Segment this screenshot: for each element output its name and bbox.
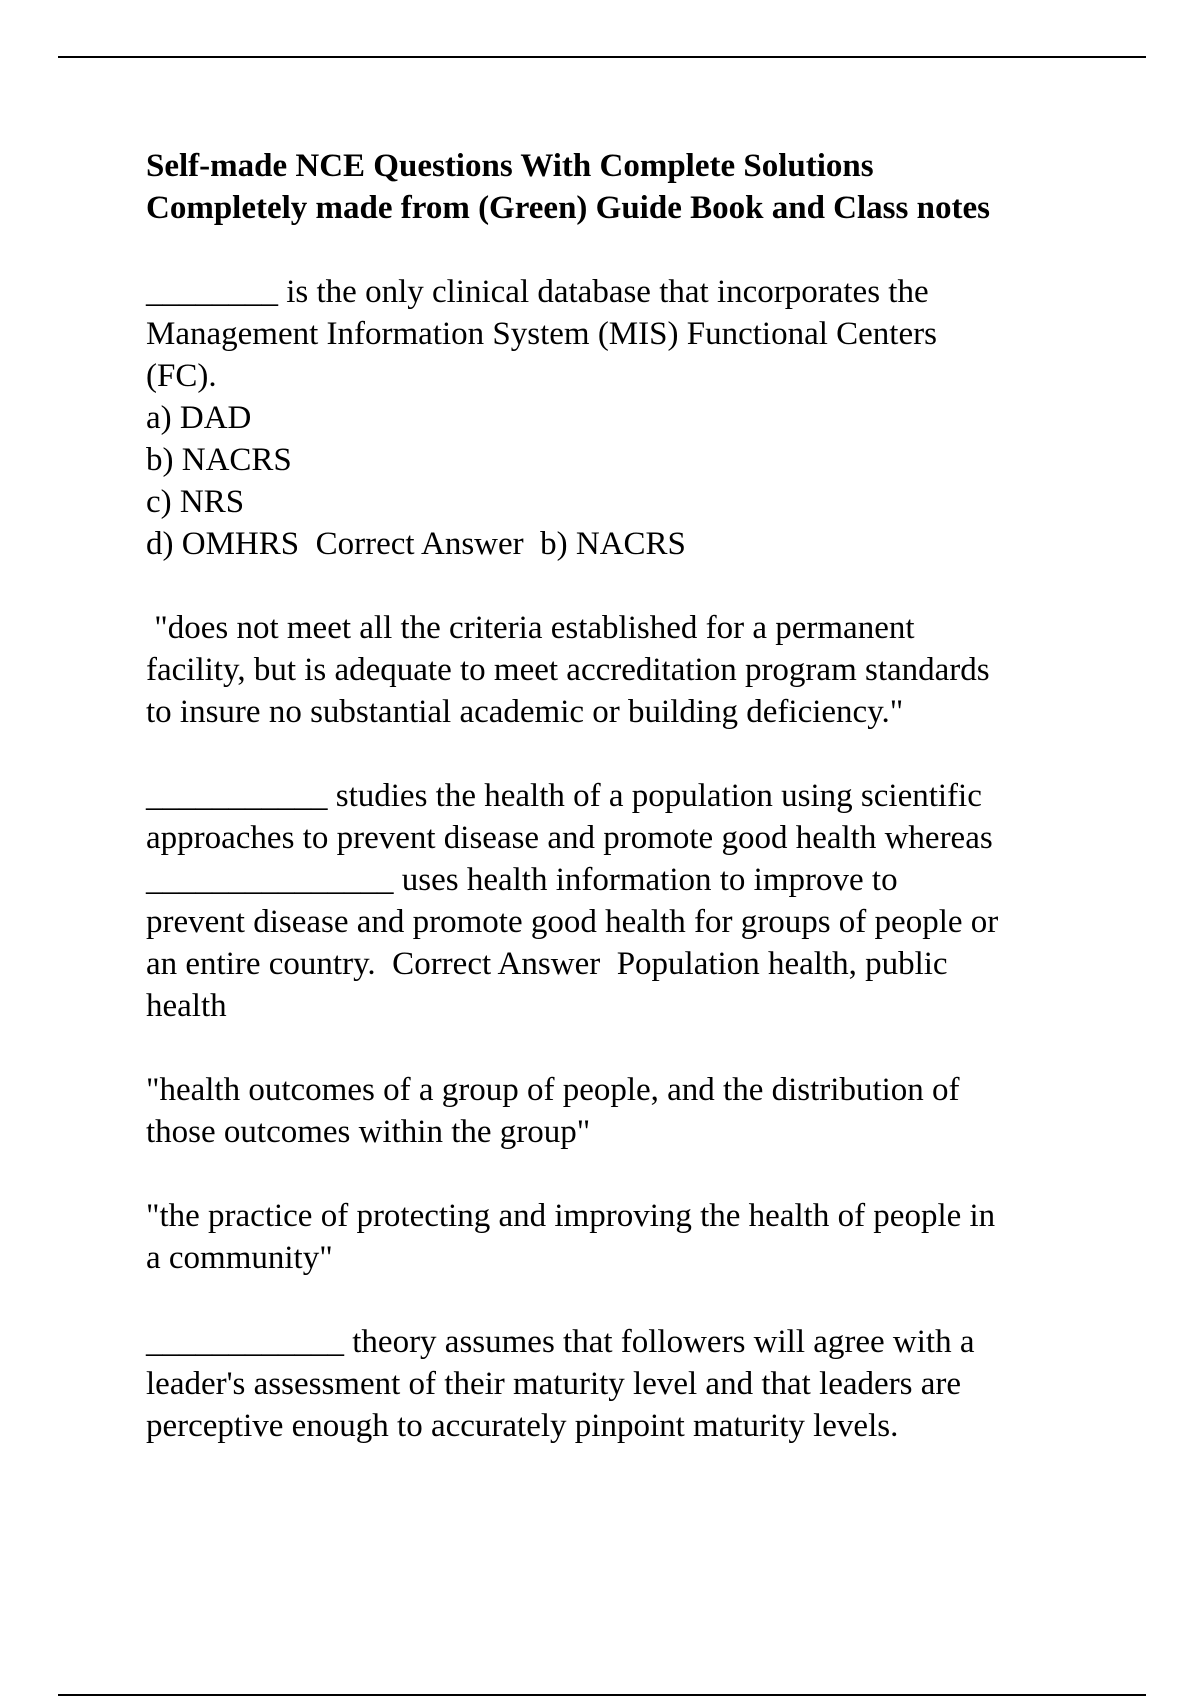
page-bottom-rule [58, 1694, 1146, 1696]
text-line-with-answer: an entire country. Correct Answer Population health, public [146, 946, 948, 982]
text-line: prevent disease and promote good health for groups of people or [146, 904, 999, 940]
document-title [146, 145, 1086, 229]
text-line: ________ is the only clinical database that incorporates the [146, 274, 929, 310]
question-block-maturity-theory [146, 1321, 1086, 1447]
text-line: "health outcomes of a group of people, and the distribution of [146, 1072, 960, 1108]
text-line: ___________ studies the health of a population using scientific [146, 778, 982, 814]
text-line: (FC). [146, 358, 217, 394]
document-body [146, 145, 1086, 1489]
quote-block-facility [146, 607, 1086, 733]
text-line: _______________ uses health information to improve to [146, 862, 898, 898]
option-c: c) NRS [146, 484, 245, 520]
text-line: "does not meet all the criteria established for a permanent [146, 610, 915, 646]
quote-block-public-health [146, 1195, 1086, 1279]
text-line: perceptive enough to accurately pinpoint maturity levels. [146, 1408, 899, 1444]
quote-block-health-outcomes [146, 1069, 1086, 1153]
title-line: Completely made from (Green) Guide Book and Class notes [146, 190, 990, 226]
title-line: Self-made NCE Questions With Complete Solutions [146, 148, 874, 184]
option-a: a) DAD [146, 400, 252, 436]
page-top-rule [58, 56, 1146, 58]
question-block-dad-nacrs [146, 271, 1086, 565]
text-line: approaches to prevent disease and promote good health whereas [146, 820, 993, 856]
option-b: b) NACRS [146, 442, 292, 478]
text-line: health [146, 988, 227, 1024]
text-line: "the practice of protecting and improving the health of people in [146, 1198, 996, 1234]
text-line: facility, but is adequate to meet accreditation program standards [146, 652, 990, 688]
text-line: Management Information System (MIS) Functional Centers [146, 316, 937, 352]
text-line: those outcomes within the group" [146, 1114, 591, 1150]
text-line: leader's assessment of their maturity level and that leaders are [146, 1366, 962, 1402]
text-line: to insure no substantial academic or building deficiency." [146, 694, 904, 730]
text-line: a community" [146, 1240, 333, 1276]
question-block-population-health [146, 775, 1086, 1027]
option-d-with-answer: d) OMHRS Correct Answer b) NACRS [146, 526, 686, 562]
text-line: ____________ theory assumes that followers will agree with a [146, 1324, 975, 1360]
